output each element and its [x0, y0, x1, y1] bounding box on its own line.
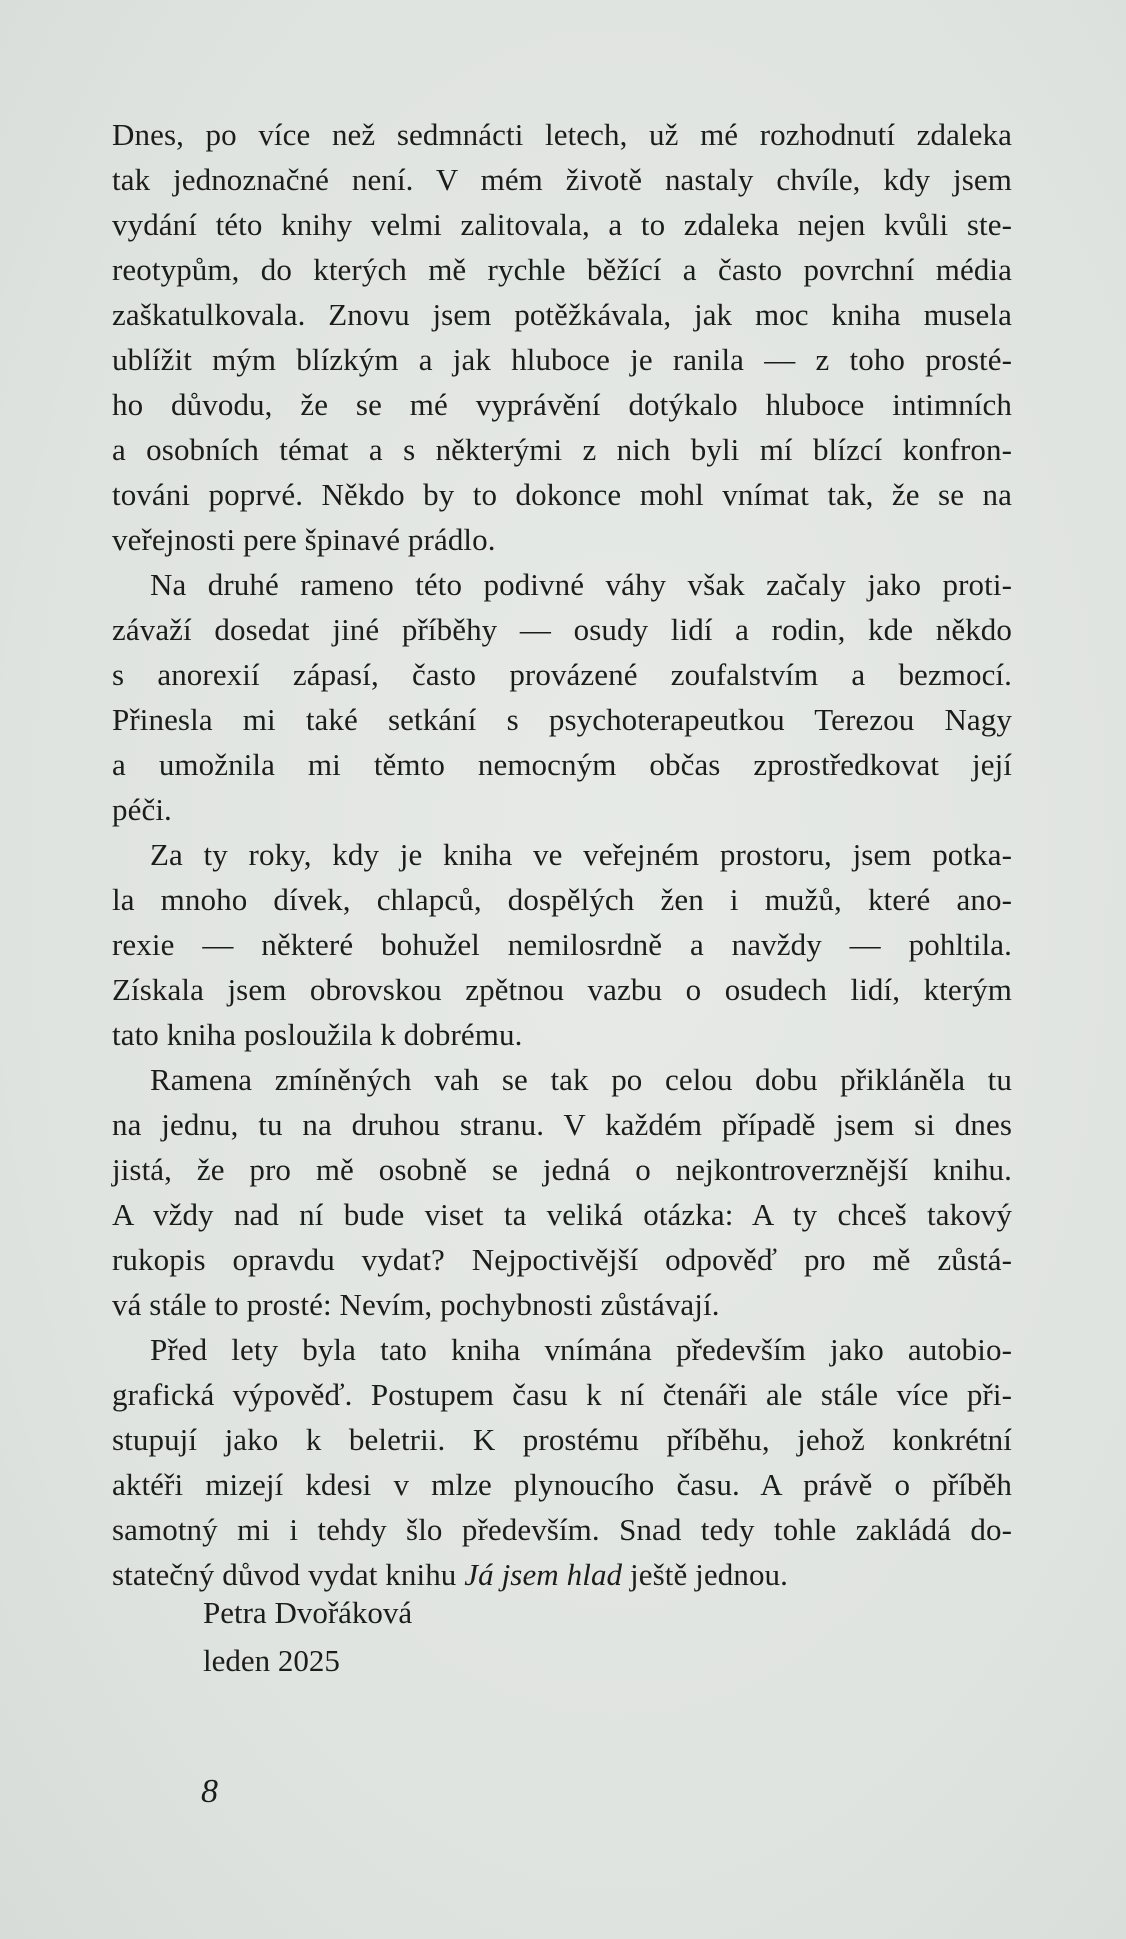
text-line: s anorexií zápasí, často provázené zoufalstvím a bezmocí. [112, 657, 1012, 692]
text-line: rukopis opravdu vydat? Nejpoctivější odpověď pro mě zůstá- [112, 1242, 1012, 1277]
text-line: závaží dosedat jiné příběhy — osudy lidí a rodin, kde někdo [112, 612, 1012, 647]
text-line: na jednu, tu na druhou stranu. V každém případě jsem si dnes [112, 1107, 1012, 1142]
paragraph-4 [112, 1057, 1012, 1327]
text-line: tak jednoznačné není. V mém životě nastaly chvíle, kdy jsem [112, 162, 1012, 197]
paragraph-1 [112, 112, 1012, 562]
text-line: la mnoho dívek, chlapců, dospělých žen i mužů, které ano- [112, 882, 1012, 917]
text-line: jistá, že pro mě osobně se jedná o nejkontroverznější knihu. [112, 1152, 1012, 1187]
signature [203, 1589, 412, 1685]
text-fragment: statečný důvod vydat knihu [112, 1557, 465, 1592]
text-line: a umožnila mi těmto nemocným občas zprostředkovat její [112, 747, 1012, 782]
author-name: Petra Dvořáková [203, 1595, 413, 1630]
text-line: Před lety byla tato kniha vnímána především jako autobio- [150, 1332, 1012, 1367]
text-line: aktéři mizejí kdesi v mlze plynoucího času. A právě o příběh [112, 1467, 1012, 1502]
text-line: a osobních témat a s některými z nich byli mí blízcí konfron- [112, 432, 1012, 467]
text-line: péči. [112, 792, 172, 827]
text-line: A vždy nad ní bude viset ta veliká otázka: A ty chceš takový [112, 1197, 1012, 1232]
text-line: Dnes, po více než sedmnácti letech, už mé rozhodnutí zdaleka [112, 117, 1012, 152]
text-line: ublížit mým blízkým a jak hluboce je ranila — z toho prosté- [112, 342, 1012, 377]
text-line: grafická výpověď. Postupem času k ní čtenáři ale stále více při- [112, 1377, 1012, 1412]
text-line: Za ty roky, kdy je kniha ve veřejném prostoru, jsem potka- [150, 837, 1012, 872]
text-line: vá stále to prosté: Nevím, pochybnosti zůstávají. [112, 1287, 720, 1322]
text-line: rexie — některé bohužel nemilosrdně a navždy — pohltila. [112, 927, 1012, 962]
signature-date: leden 2025 [203, 1643, 340, 1678]
text-line: vydání této knihy velmi zalitovala, a to zdaleka nejen kvůli ste- [112, 207, 1012, 242]
text-line: Přinesla mi také setkání s psychoterapeutkou Terezou Nagy [112, 702, 1012, 737]
body-text [112, 112, 1012, 1597]
text-line: Ramena zmíněných vah se tak po celou dobu přikláněla tu [150, 1062, 1012, 1097]
text-line: Na druhé rameno této podivné váhy však začaly jako proti- [150, 567, 1012, 602]
text-line: zaškatulkovala. Znovu jsem potěžkávala, jak moc kniha musela [112, 297, 1012, 332]
text-line: ho důvodu, že se mé vyprávění dotýkalo hluboce intimních [112, 387, 1012, 422]
page-number: 8 [201, 1773, 218, 1810]
paragraph-3 [112, 832, 1012, 1057]
text-line: veřejnosti pere špinavé prádlo. [112, 522, 496, 557]
text-line: samotný mi i tehdy šlo především. Snad tedy tohle zakládá do- [112, 1512, 1012, 1547]
text-line: Získala jsem obrovskou zpětnou vazbu o osudech lidí, kterým [112, 972, 1012, 1007]
text-line: stupují jako k beletrii. K prostému příběhu, jehož konkrétní [112, 1422, 1012, 1457]
text-line: tato kniha posloužila k dobrému. [112, 1017, 523, 1052]
text-fragment: ještě jednou. [622, 1557, 789, 1592]
text-line: továni poprvé. Někdo by to dokonce mohl vnímat tak, že se na [112, 477, 1012, 512]
paragraph-2 [112, 562, 1012, 832]
book-title: Já jsem hlad [464, 1557, 623, 1592]
paragraph-5 [112, 1327, 1012, 1597]
text-line: reotypům, do kterých mě rychle běžící a často povrchní média [112, 252, 1012, 287]
